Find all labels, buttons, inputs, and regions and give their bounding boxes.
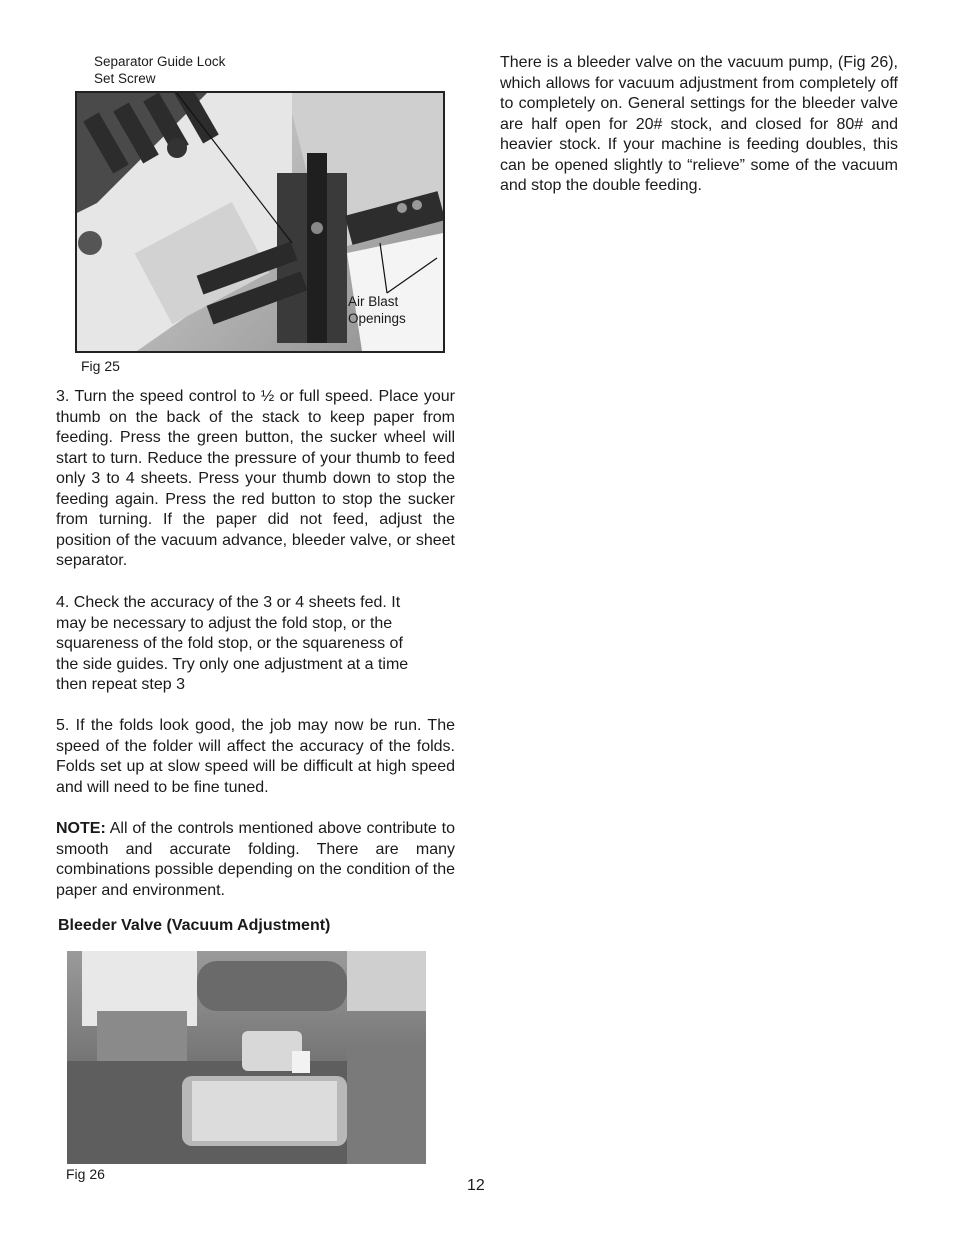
step4-line: the side guides. Try only one adjustment at a time <box>56 655 409 673</box>
fig25-air-line1: Air Blast <box>348 294 399 309</box>
fig26-illustration <box>67 951 426 1164</box>
fig26-caption: Fig 26 <box>66 1166 105 1182</box>
note-label: NOTE: <box>56 820 106 837</box>
step4-line: then repeat step 3 <box>56 676 185 693</box>
fig26-photo <box>67 951 426 1164</box>
step5-paragraph: 5. If the folds look good, the job may now be run. The speed of the folder will affect the accuracy of the folds. Folds set up at slow speed will be difficult at high speed and will need to be fine tuned. <box>56 717 455 796</box>
step3-paragraph: 3. Turn the speed control to ½ or full speed. Place your thumb on the back of the stack to keep paper from feeding. Press the green button, the sucker wheel will start to turn. Reduce the pressure of your thumb to feed only 3 to 4 sheets. Press your thumb down to stop the feeding again. Press the red button to stop the sucker from turning. If the paper did not feed, adjust the position of the vacuum advance, bleeder valve, or sheet separator. <box>56 388 455 569</box>
note-paragraph <box>56 819 455 901</box>
bleeder-valve-heading: Bleeder Valve (Vacuum Adjustment) <box>58 917 331 934</box>
step4-line: 4. Check the accuracy of the 3 or 4 sheets fed. It <box>56 594 401 611</box>
fig25-callout-line1: Separator Guide Lock <box>94 54 226 69</box>
fig25-air-line2: Openings <box>348 311 406 326</box>
fig25-callout-line2: Set Screw <box>94 71 156 86</box>
fig25-caption: Fig 25 <box>81 358 120 374</box>
step4-paragraph <box>56 593 455 696</box>
page-number: 12 <box>467 1177 485 1194</box>
bleeder-valve-paragraph: There is a bleeder valve on the vacuum pump, (Fig 26), which allows for vacuum adjustment from completely off to completely on. General settings for the bleeder valve are half open for 20# stock, and closed for 80# and heavier stock. If your machine is feeding doubles, this can be opened slightly to “relieve” some of the vacuum and stop the double feeding. <box>500 54 898 194</box>
step4-line: may be necessary to adjust the fold stop, or the <box>56 614 393 632</box>
note-text: All of the controls mentioned above contribute to smooth and accurate folding. There are many combinations possible depending on the condition of the paper and environment. <box>56 820 455 899</box>
fig25-callout-separator <box>94 53 225 87</box>
step4-line: squareness of the fold stop, or the squareness of <box>56 635 403 652</box>
fig25-callout-air-blast <box>348 293 406 327</box>
